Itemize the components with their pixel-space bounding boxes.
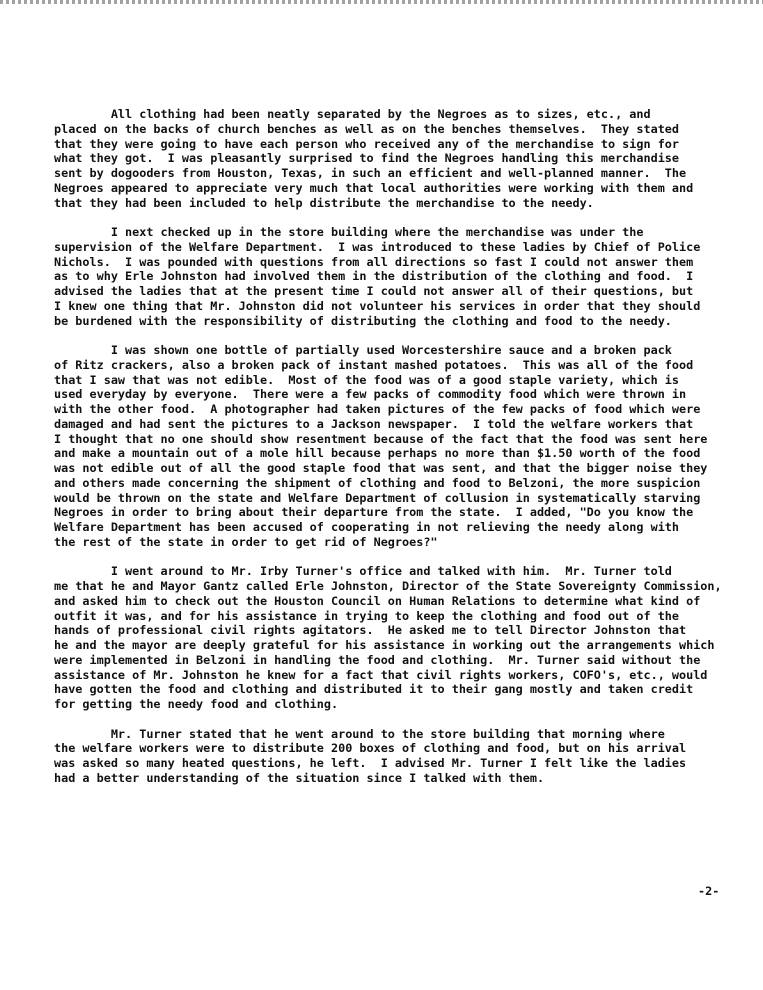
text-line: for getting the needy food and clothing. [54, 697, 339, 711]
text-line: sent by dogooders from Houston, Texas, in such an efficient and well-planned manner. The [54, 166, 687, 180]
text-line: and others made concerning the shipment of clothing and food to Belzoni, the more suspicion [54, 475, 701, 490]
paragraph-3 [54, 343, 759, 550]
text-line: outfit it was, and for his assistance in trying to keep the clothing and food out of the [54, 608, 680, 623]
text-line: I went around to Mr. Irby Turner's office and talked with him. Mr. Turner told [54, 564, 672, 579]
text-line: the rest of the state in order to get rid of Negroes?" [54, 534, 438, 549]
text-line: he and the mayor are deeply grateful for his assistance in working out the arrangements which [54, 638, 715, 652]
paragraph-1 [54, 107, 759, 210]
text-line: I knew one thing that Mr. Johnston did not volunteer his services in order that they should [54, 298, 701, 313]
text-line: be burdened with the responsibility of distributing the clothing and food to the needy. [54, 313, 672, 328]
paragraph-4 [54, 564, 759, 712]
text-line: All clothing had been neatly separated by the Negroes as to sizes, etc., and [54, 107, 651, 121]
text-line: advised the ladies that at the present time I could not answer all of their questions, but [54, 284, 694, 298]
text-line: hands of professional civil rights agitators. He asked me to tell Director Johnston that [54, 623, 687, 638]
document-body [54, 107, 759, 800]
text-line: Nichols. I was pounded with questions from all directions so fast I could not answer them [54, 254, 694, 269]
text-line: were implemented in Belzoni in handling the food and clothing. Mr. Turner said without the [54, 652, 701, 667]
text-line: I next checked up in the store building where the merchandise was under the [54, 225, 644, 239]
text-line: me that he and Mayor Gantz called Erle Johnston, Director of the State Sovereignty Commission, [54, 579, 722, 593]
text-line: would be thrown on the state and Welfare Department of collusion in systematically starving [54, 490, 701, 505]
text-line: damaged and had sent the pictures to a Jackson newspaper. I told the welfare workers that [54, 416, 694, 431]
page-number: -2- [698, 884, 720, 898]
text-line: and make a mountain out of a mole hill because perhaps no more than $1.50 worth of the food [54, 446, 701, 461]
text-line: assistance of Mr. Johnston he knew for a fact that civil rights workers, COFO's, etc., would [54, 667, 708, 682]
text-line: placed on the backs of church benches as well as on the benches themselves. They stated [54, 121, 680, 136]
text-line: with the other food. A photographer had taken pictures of the few packs of food which were [54, 402, 701, 416]
text-line: have gotten the food and clothing and distributed it to their gang mostly and taken credit [54, 682, 694, 697]
paragraph-2 [54, 225, 759, 328]
text-line: I was shown one bottle of partially used Worcestershire sauce and a broken pack [54, 343, 672, 357]
text-line: and asked him to check out the Houston Council on Human Relations to determine what kind of [54, 593, 701, 608]
text-line: the welfare workers were to distribute 200 boxes of clothing and food, but on his arrival [54, 741, 687, 756]
text-line: of Ritz crackers, also a broken pack of instant mashed potatoes. This was all of the food [54, 357, 694, 372]
text-line: Mr. Turner stated that he went around to the store building that morning where [54, 726, 665, 741]
text-line: Welfare Department has been accused of cooperating in not relieving the needy along with [54, 520, 680, 534]
text-line: was asked so many heated questions, he left. I advised Mr. Turner I felt like the ladies [54, 756, 687, 770]
text-line: Negroes appeared to appreciate very much that local authorities were working with them and [54, 180, 694, 195]
paragraph-5 [54, 727, 759, 786]
text-line: what they got. I was pleasantly surprised to find the Negroes handling this merchandise [54, 151, 680, 166]
page-top-edge [0, 0, 763, 4]
text-line: was not edible out of all the good staple food that was sent, and that the bigger noise they [54, 461, 708, 475]
text-line: Negroes in order to bring about their departure from the state. I added, "Do you know the [54, 505, 694, 520]
text-line: had a better understanding of the situation since I talked with them. [54, 770, 545, 785]
text-line: that I saw that was not edible. Most of the food was of a good staple variety, which is [54, 372, 680, 387]
text-line: used everyday by everyone. There were a few packs of commodity food which were thrown in [54, 387, 687, 402]
text-line: that they had been included to help distribute the merchandise to the needy. [54, 195, 594, 210]
text-line: that they were going to have each person who received any of the merchandise to sign for [54, 136, 680, 151]
text-line: as to why Erle Johnston had involved them in the distribution of the clothing and food. I [54, 269, 694, 284]
text-line: supervision of the Welfare Department. I was introduced to these ladies by Chief of Police [54, 239, 701, 254]
text-line: I thought that no one should show resentment because of the fact that the food was sent here [54, 431, 708, 446]
